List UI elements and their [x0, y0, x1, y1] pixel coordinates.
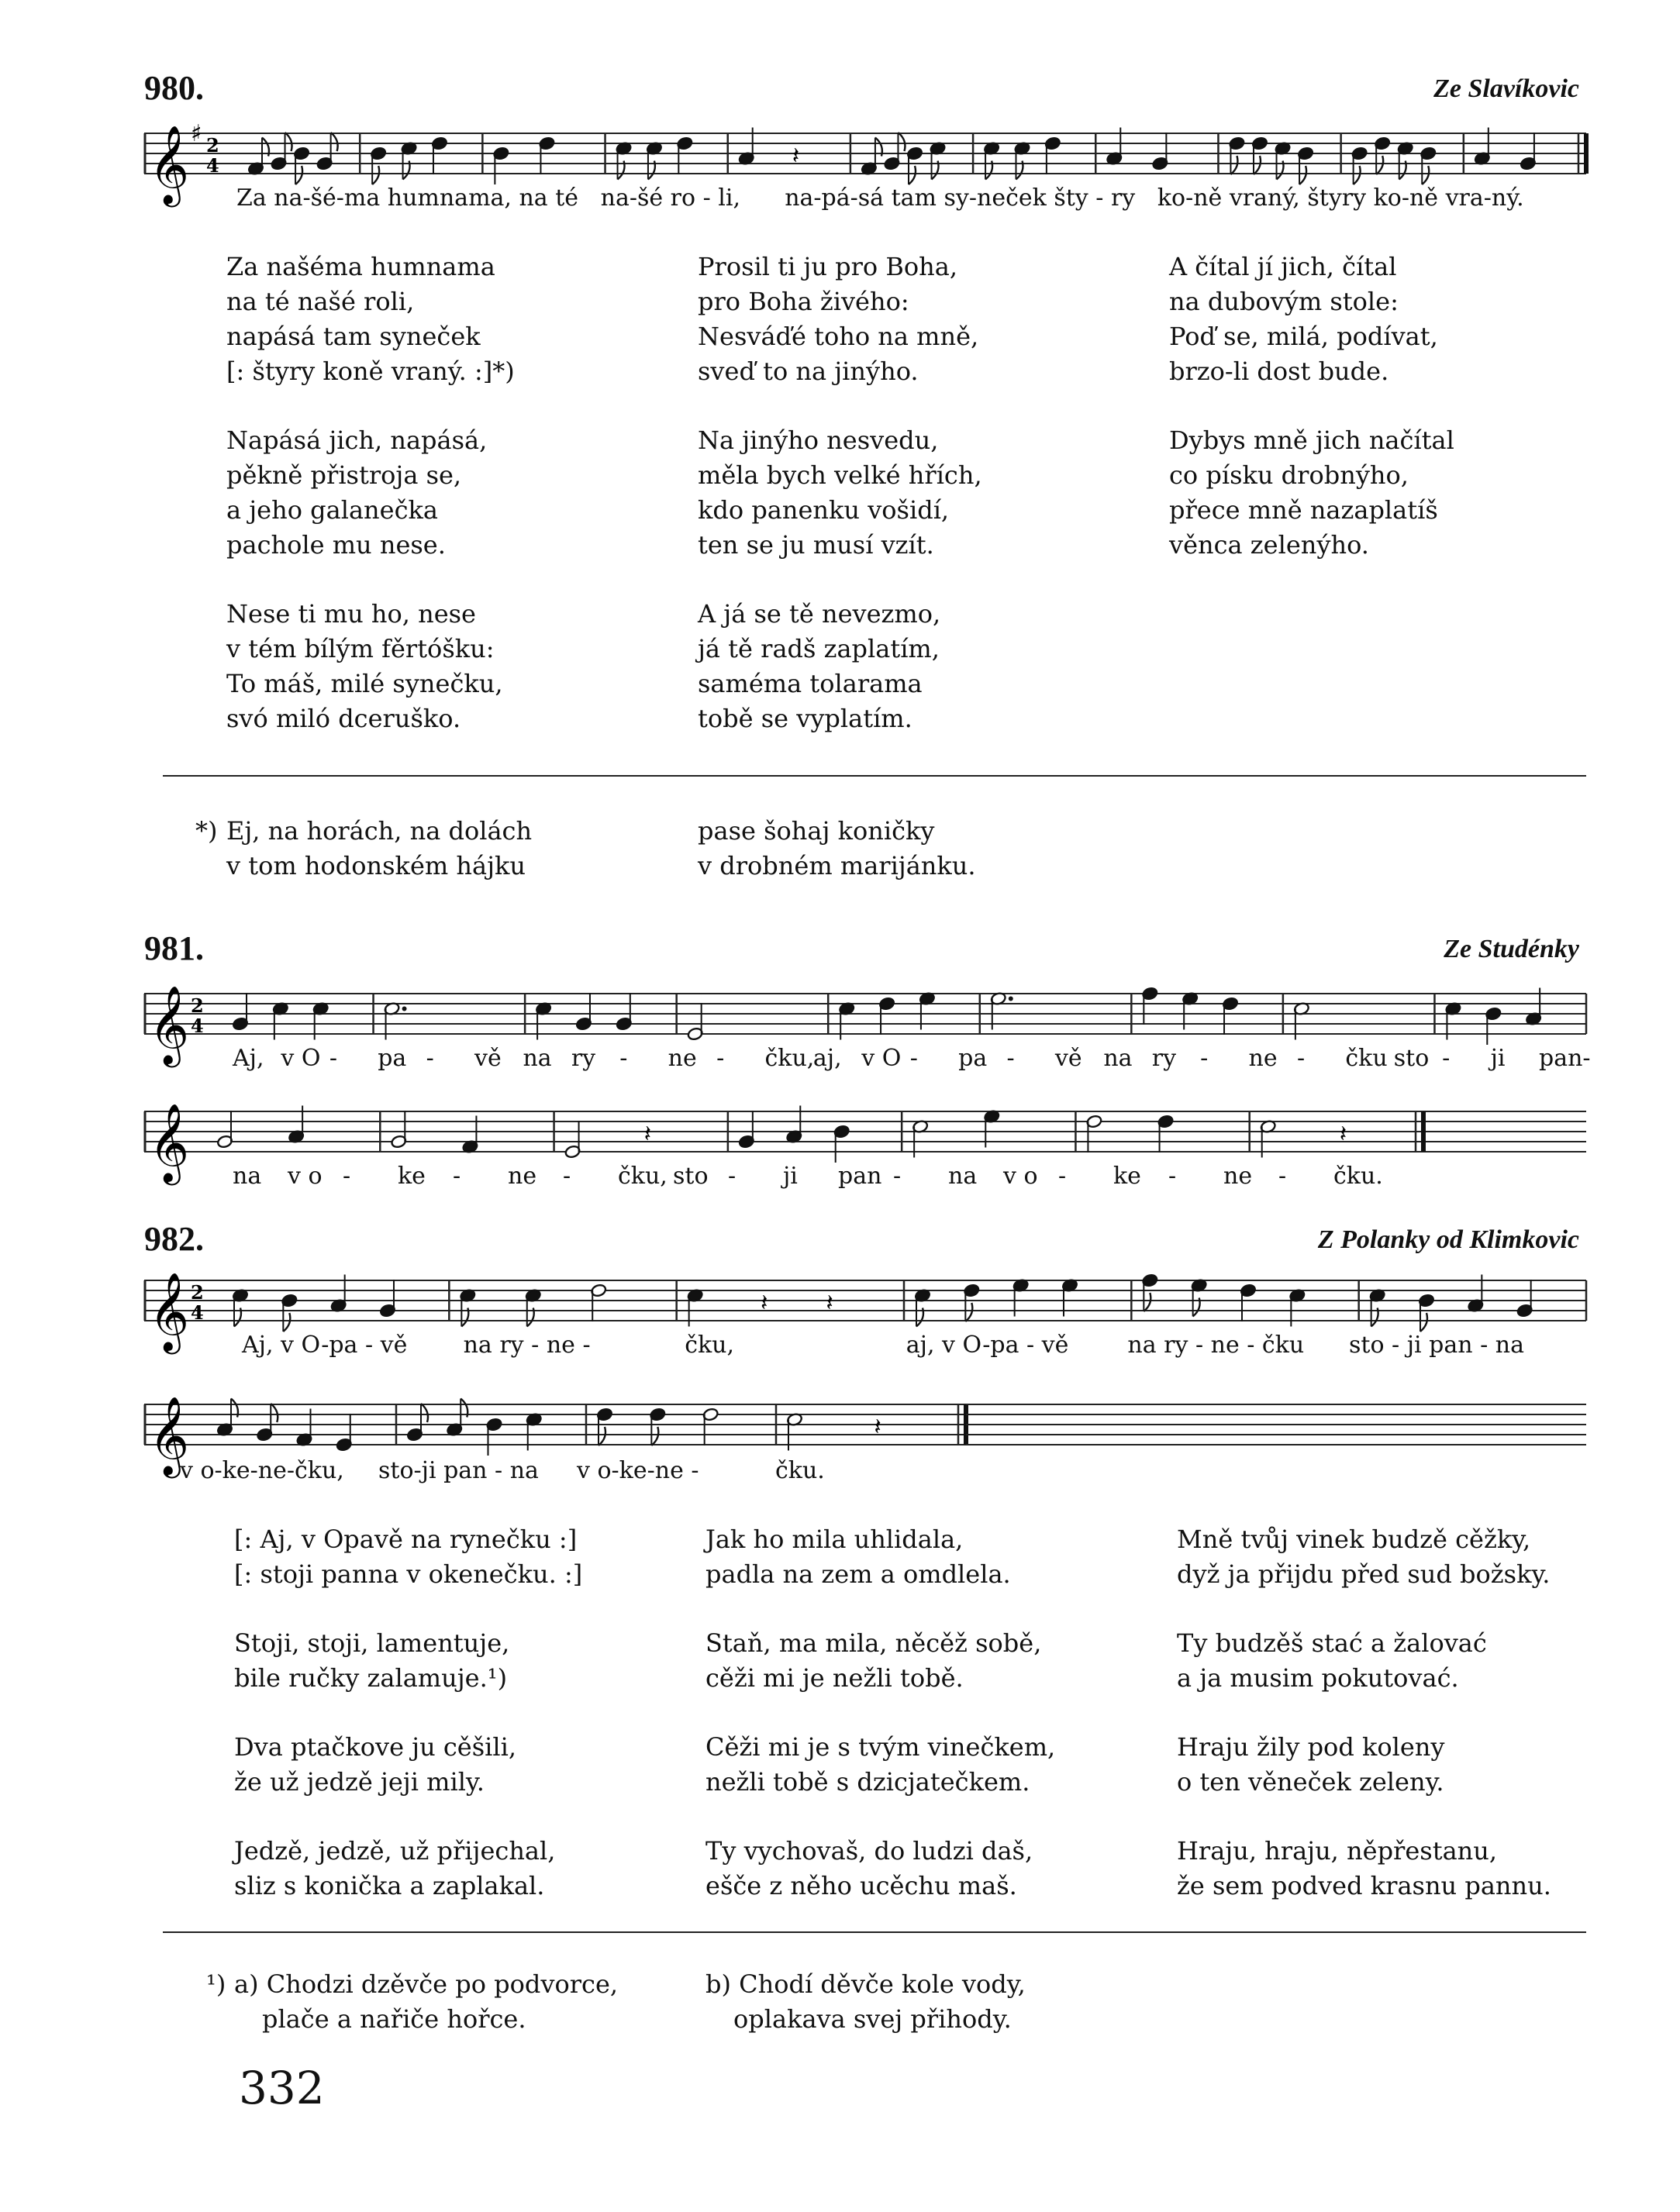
song-982-verses-col2	[705, 1522, 1055, 1904]
verse-line: Staň, ma mila, něcěž sobě,	[705, 1628, 1042, 1658]
verse-block	[226, 597, 515, 736]
note-flag	[271, 1404, 278, 1422]
rest-icon: 𝄽	[874, 1414, 881, 1441]
lyric-syllable: -	[716, 1045, 725, 1072]
verse-line: brzo-li dost bude.	[1169, 357, 1389, 386]
lyric-syllable: ry	[1151, 1045, 1177, 1072]
verse-block	[234, 1730, 582, 1800]
song-981-lyrics-1	[0, 1045, 1680, 1076]
verse-block	[1169, 250, 1454, 389]
verse-line: Poď se, milá, podívat,	[1169, 322, 1438, 351]
note-flag	[599, 1427, 605, 1445]
verse-line: a jeho galanečka	[226, 495, 438, 525]
verse-line: že už jedzě jeji mily.	[234, 1767, 485, 1797]
verse-line: v tém bílým fěrtóšku:	[226, 634, 495, 663]
verse-line: Prosil ti ju pro Boha,	[698, 252, 957, 281]
verse-line: tobě se vyplatím.	[698, 704, 912, 733]
lyric-syllable: -	[1296, 1045, 1306, 1072]
lyric-syllable: -	[1006, 1045, 1015, 1072]
footnote-line: plače a nařiče hořce.	[262, 2004, 526, 2034]
verse-line: o ten věneček zeleny.	[1177, 1767, 1444, 1797]
verse-block	[234, 1834, 582, 1904]
song-982-verses-col3	[1177, 1522, 1551, 1904]
footnote-divider	[163, 1931, 1586, 1933]
verse-line: a ja musim pokutovać.	[1177, 1663, 1459, 1693]
lyric-syllable: na	[1103, 1045, 1133, 1072]
song-980-verses-col3	[1169, 250, 1454, 563]
note-flag	[1230, 156, 1237, 174]
rest-icon: 𝄽	[643, 1121, 651, 1148]
verse-line: Mně tvůj vinek budzě cěžky,	[1177, 1525, 1531, 1554]
verse-line: měla bych velké hřích,	[698, 460, 982, 490]
song-980-origin: Ze Slavíkovic	[1433, 74, 1579, 103]
lyric-syllable: na	[233, 1163, 262, 1190]
verse-line: [: štyry koně vraný. :]*)	[226, 357, 515, 386]
verse-line: padla na zem a omdlela.	[705, 1559, 1011, 1589]
note-flag	[1299, 166, 1306, 184]
lyric-syllable: pan-	[1539, 1045, 1591, 1072]
key-signature-sharp-icon: ♯	[191, 120, 202, 147]
lyric-syllable: ne	[508, 1163, 537, 1190]
footnote-line: v tom hodonském hájku	[226, 851, 526, 880]
footnote-line: Ej, na horách, na dolách	[226, 816, 533, 846]
verse-block	[705, 1626, 1055, 1696]
song-982-number: 982.	[144, 1220, 204, 1258]
verse-line: svó miló dceruško.	[226, 704, 461, 733]
lyric-syllable: -	[1200, 1045, 1209, 1072]
footnote-divider	[163, 775, 1586, 777]
lyric-syllable: sto	[1393, 1045, 1430, 1072]
note-flag	[421, 1404, 428, 1422]
verse-line: sveď to na jinýho.	[698, 357, 919, 386]
verse-block	[705, 1834, 1055, 1904]
rest-icon: 𝄽	[792, 143, 800, 170]
verse-block	[705, 1730, 1055, 1800]
lyric-syllable: -	[893, 1163, 902, 1190]
note-flag	[285, 133, 292, 151]
verse-block	[234, 1626, 582, 1696]
verse-line: [: stoji panna v okenečku. :]	[234, 1559, 583, 1589]
lyric-syllable: na	[523, 1045, 552, 1072]
song-980-lyrics: Za na-šé-ma humnama, na té na-šé ro - li, na-pá-sá tam sy-neček šty - ry ko-ně vraný, štyry ko-ně vra-ný.	[236, 184, 1524, 212]
note-flag	[909, 166, 916, 184]
verse-line: věnca zelenýho.	[1169, 530, 1369, 560]
note-flag	[1254, 156, 1261, 174]
lyric-syllable: -	[453, 1163, 461, 1190]
verse-block	[698, 597, 982, 736]
verse-line: Cěži mi je s tvým vinečkem,	[705, 1732, 1056, 1762]
verse-line: Dva ptačkove ju cěšili,	[234, 1732, 517, 1762]
lyric-syllable: -	[329, 1045, 337, 1072]
verse-line: Jak ho mila uhlidala,	[705, 1525, 964, 1554]
verse-line: přece mně nazaplatíš	[1169, 495, 1438, 525]
verse-line: že sem podved krasnu pannu.	[1177, 1871, 1551, 1900]
verse-block	[1177, 1626, 1551, 1696]
lyric-syllable: Aj,	[233, 1045, 264, 1072]
verse-line: Stoji, stoji, lamentuje,	[234, 1628, 510, 1658]
verse-line: pro Boha živého:	[698, 287, 909, 316]
lyric-syllable: čku.	[1333, 1163, 1383, 1190]
lyric-syllable: čku	[1345, 1045, 1388, 1072]
note-flag	[331, 133, 338, 151]
verse-line: napásá tam syneček	[226, 322, 481, 351]
time-signature-bottom: 4	[191, 1301, 204, 1324]
lyric-syllable: ry	[571, 1045, 596, 1072]
lyric-syllable: -	[426, 1045, 434, 1072]
lyric-syllable: ji	[1490, 1045, 1506, 1072]
verse-line: Hraju žily pod koleny	[1177, 1732, 1445, 1762]
lyric-syllable: Aj, v O-pa - vě	[242, 1332, 408, 1359]
verse-block	[1177, 1730, 1551, 1800]
lyric-syllable: -	[619, 1045, 628, 1072]
lyric-syllable: aj, v O-pa - vě	[906, 1332, 1069, 1359]
lyric-syllable: v o	[1003, 1163, 1038, 1190]
lyric-syllable: ne	[1223, 1163, 1253, 1190]
song-980-verses-col1	[226, 250, 515, 736]
treble-clef-icon: 𝄞	[149, 124, 190, 204]
verse-line: Nesváďé toho na mně,	[698, 322, 979, 351]
lyric-syllable: v o	[288, 1163, 323, 1190]
staff-lines	[144, 1280, 1586, 1321]
verse-line: A čítal jí jich, čítal	[1169, 252, 1397, 281]
verse-block	[1169, 423, 1454, 563]
lyric-syllable: na	[948, 1163, 978, 1190]
lyric-syllable: sto - ji pan - na	[1349, 1332, 1524, 1359]
song-980-number: 980.	[144, 69, 204, 107]
lyric-syllable: -	[563, 1163, 571, 1190]
lyric-syllable: čku,	[618, 1163, 668, 1190]
footnote-line: pase šohaj koničky	[698, 816, 935, 846]
staff-lines	[144, 1111, 1586, 1152]
note-dot	[1009, 997, 1013, 1001]
treble-clef-icon: 𝄞	[149, 1271, 190, 1351]
verse-line: dyž ja přijdu před sud božsky.	[1177, 1559, 1551, 1589]
treble-clef-icon: 𝄞	[149, 984, 190, 1064]
staff-lines-tail	[966, 1404, 1586, 1445]
lyric-syllable: -	[343, 1163, 351, 1190]
lyric-syllable: -	[1278, 1163, 1287, 1190]
verse-line: Hraju, hraju, něpřestanu,	[1177, 1836, 1498, 1866]
lyric-syllable: ne	[668, 1045, 697, 1072]
footnote-line: oplakava svej přihody.	[733, 2004, 1012, 2034]
rest-icon: 𝄽	[761, 1290, 768, 1317]
song-982-footnote-col2	[705, 1967, 1026, 2037]
song-982-footnote-col1	[234, 1967, 618, 2037]
note-dot	[402, 1007, 407, 1011]
note-flag	[1354, 166, 1361, 184]
song-980-footnote-col1	[226, 814, 532, 884]
verse-line: Napásá jich, napásá,	[226, 426, 488, 455]
verse-line: pachole mu nese.	[226, 530, 446, 560]
lyric-syllable: v o-ke-ne -	[577, 1457, 699, 1484]
song-982-lyrics-2	[0, 1457, 1680, 1488]
verse-line: na dubovým stole:	[1169, 287, 1399, 316]
lyric-syllable: -	[1058, 1163, 1067, 1190]
time-signature-top: 2	[191, 994, 204, 1017]
verse-line: kdo panenku vošidí,	[698, 495, 950, 525]
verse-block	[234, 1522, 582, 1592]
lyric-syllable: vě	[1054, 1045, 1082, 1072]
page-number: 332	[239, 2062, 325, 2114]
lyric-syllable: sto-ji pan - na	[378, 1457, 539, 1484]
lyric-syllable: čku,	[764, 1045, 815, 1072]
treble-clef-icon: 𝄞	[149, 1395, 190, 1475]
song-982-verses-col1	[234, 1522, 582, 1904]
lyric-syllable: čku,	[685, 1332, 735, 1359]
verse-line: sliz s konička a zaplakal.	[234, 1871, 545, 1900]
verse-line: saméma tolarama	[698, 669, 923, 698]
lyric-syllable: na ry - ne -	[463, 1332, 591, 1359]
verse-line: na té našé roli,	[226, 287, 415, 316]
verse-line: To máš, milé synečku,	[226, 669, 503, 698]
song-981-number: 981.	[144, 929, 204, 967]
note-flag	[283, 1313, 290, 1332]
verse-line: cěži mi je nežli tobě.	[705, 1663, 964, 1693]
verse-line: ten se ju musí vzít.	[698, 530, 934, 560]
note-flag	[1376, 156, 1383, 174]
verse-block	[705, 1522, 1055, 1592]
verse-line: bile ručky zalamuje.¹)	[234, 1663, 508, 1693]
note-flag	[372, 166, 379, 184]
lyric-syllable: čku.	[775, 1457, 825, 1484]
verse-line: Jedzě, jedzě, už přijechal,	[234, 1836, 556, 1866]
rest-icon: 𝄽	[826, 1290, 833, 1317]
note-flag	[1420, 1313, 1427, 1332]
note-flag	[1144, 1293, 1150, 1311]
verse-line: [: Aj, v Opavě na rynečku :]	[234, 1525, 578, 1554]
verse-line: A já se tě nevezmo,	[698, 599, 941, 629]
verse-line: Ty vychovaš, do ludzi daš,	[705, 1836, 1033, 1866]
lyric-syllable: v O	[281, 1045, 321, 1072]
footnote-line: a) Chodzi dzěvče po podvorce,	[234, 1969, 619, 1999]
verse-line: Nese ti mu ho, nese	[226, 599, 476, 629]
footnote-line: b) Chodí děvče kole vody,	[705, 1969, 1026, 1999]
verse-block	[698, 423, 982, 563]
time-signature-top: 2	[191, 1281, 204, 1304]
verse-line: co písku drobnýho,	[1169, 460, 1409, 490]
note-flag	[965, 1303, 972, 1321]
verse-line: Za našéma humnama	[226, 252, 495, 281]
song-981-origin: Ze Studénky	[1444, 935, 1579, 963]
verse-block	[698, 250, 982, 389]
treble-clef-icon: 𝄞	[149, 1102, 190, 1182]
note-flag	[651, 1427, 658, 1445]
song-980-footnote-mark: *)	[195, 816, 218, 846]
footnote-line: v drobném marijánku.	[698, 851, 976, 880]
verse-block	[1177, 1522, 1551, 1592]
song-982-lyrics-1	[0, 1332, 1680, 1363]
lyric-syllable: v o-ke-ne-čku,	[180, 1457, 344, 1484]
lyric-syllable: aj,	[812, 1045, 842, 1072]
lyric-syllable: -	[728, 1163, 737, 1190]
song-981-lyrics-2	[0, 1163, 1680, 1194]
lyric-syllable: na ry - ne - čku	[1127, 1332, 1305, 1359]
time-signature-bottom: 4	[206, 154, 219, 177]
verse-line: pěkně přistroja se,	[226, 460, 462, 490]
note-flag	[1422, 166, 1429, 184]
lyric-syllable: vě	[474, 1045, 502, 1072]
staff-lines	[144, 994, 1586, 1034]
verse-line: Na jinýho nesvedu,	[698, 426, 939, 455]
lyric-syllable: v O	[861, 1045, 902, 1072]
verse-line: já tě radš zaplatím,	[698, 634, 940, 663]
lyric-syllable: ne	[1248, 1045, 1278, 1072]
lyric-syllable: -	[1168, 1163, 1177, 1190]
song-980-verses-col2	[698, 250, 982, 736]
lyric-syllable: ke	[1113, 1163, 1141, 1190]
note-flag	[898, 133, 905, 151]
time-signature-bottom: 4	[191, 1015, 204, 1037]
verse-line: Dybys mně jich načítal	[1169, 426, 1454, 455]
verse-line: Ty budzěš stać a žalovać	[1177, 1628, 1487, 1658]
lyric-syllable: ji	[783, 1163, 798, 1190]
verse-block	[1177, 1834, 1551, 1904]
verse-block	[226, 250, 515, 389]
verse-line: ešče z něho ucěchu maš.	[705, 1871, 1017, 1900]
song-980-footnote-col2	[698, 814, 976, 884]
lyric-syllable: pa	[958, 1045, 988, 1072]
lyric-syllable: -	[1442, 1045, 1451, 1072]
song-982-footnote-mark: ¹)	[206, 1969, 226, 1999]
verse-line: nežli tobě s dzicjatečkem.	[705, 1767, 1030, 1797]
lyric-syllable: sto	[673, 1163, 709, 1190]
lyric-syllable: ke	[398, 1163, 426, 1190]
lyric-syllable: pan	[838, 1163, 882, 1190]
rest-icon: 𝄽	[1339, 1121, 1347, 1148]
verse-block	[226, 423, 515, 563]
lyric-syllable: -	[909, 1045, 918, 1072]
time-signature-top: 2	[206, 134, 219, 157]
lyric-syllable: pa	[378, 1045, 407, 1072]
song-982-origin: Z Polanky od Klimkovic	[1317, 1225, 1579, 1254]
note-flag	[295, 166, 302, 184]
